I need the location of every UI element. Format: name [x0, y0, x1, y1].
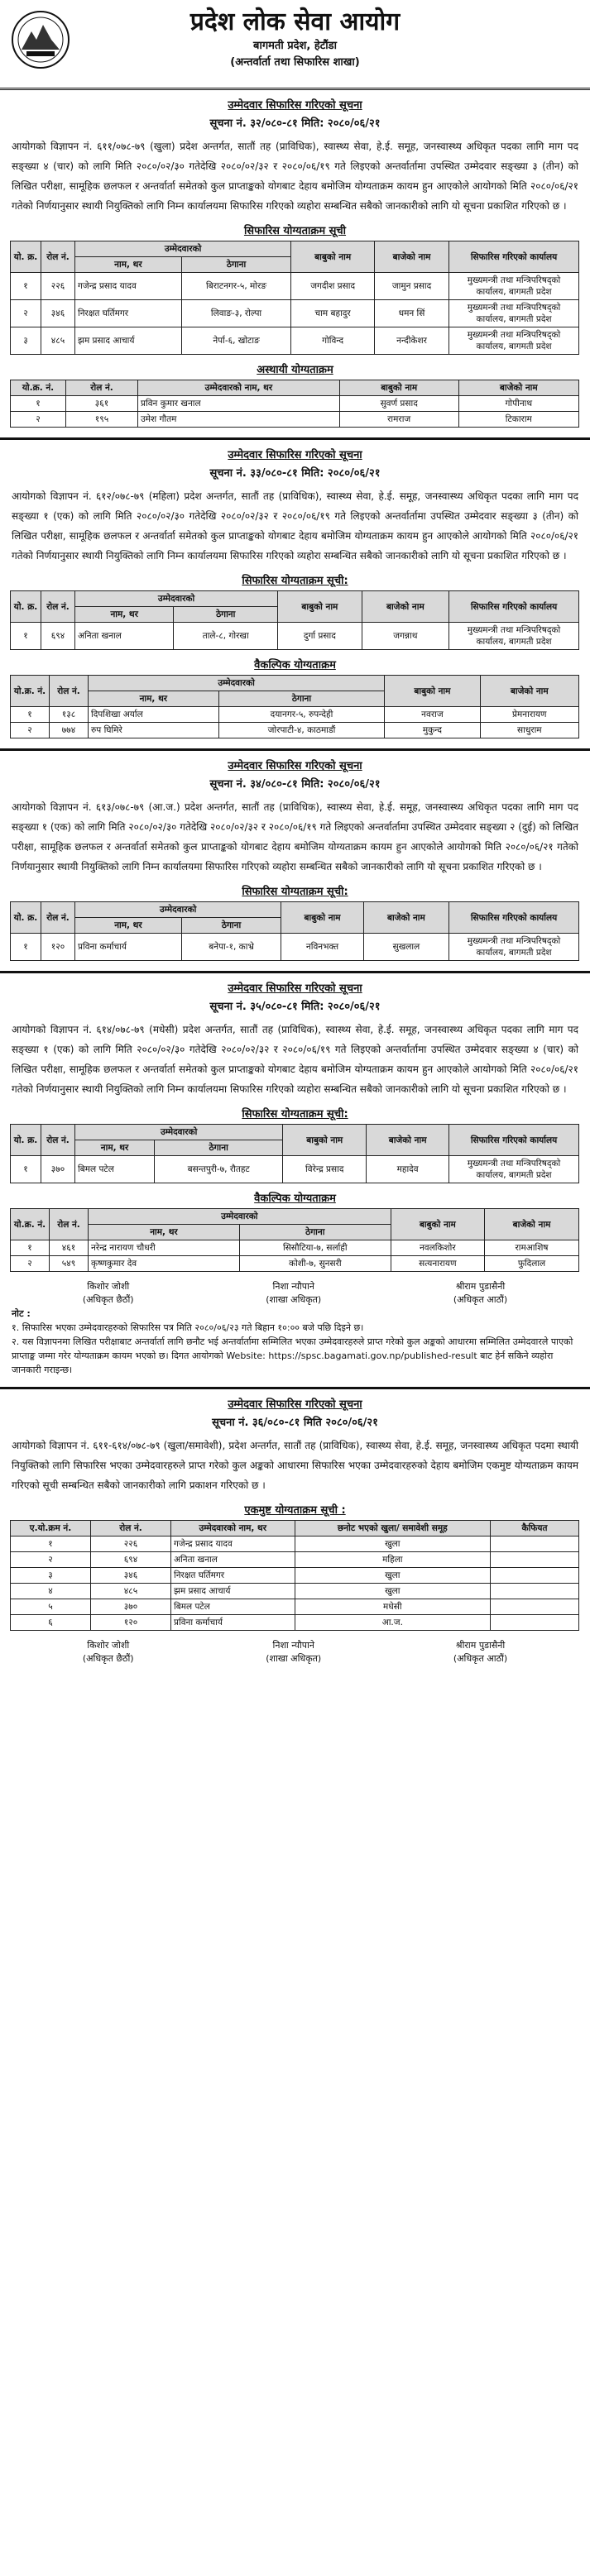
table-cell: मधेसी — [295, 1599, 490, 1615]
notice-ref: सूचना नं. ३६/०८०-८१ मिति २०८०/०६/२१ — [212, 1417, 378, 1429]
table-cell: गोविन्द — [291, 327, 375, 355]
signature-block — [0, 1280, 590, 1307]
table-cell: ७७४ — [50, 723, 89, 738]
table-cell: २ — [11, 300, 41, 327]
table-cell: मुख्यमन्त्री तथा मन्त्रिपरिषद्को कार्यालय, बागमती प्रदेश — [449, 300, 579, 327]
signatory-role: (शाखा अधिकृत) — [266, 1653, 322, 1664]
table-row — [11, 1568, 579, 1584]
col-roll: रोल नं. — [50, 676, 89, 707]
notice-title: उम्मेदवार सिफारिस गरिएको सूचना — [228, 982, 362, 995]
table-cell: २२६ — [91, 1537, 171, 1552]
table-row — [11, 1599, 579, 1615]
signature — [453, 1639, 507, 1666]
table-cell: झम प्रसाद आचार्य — [75, 327, 182, 355]
table-cell: कोशी-७, सुनसरी — [239, 1256, 391, 1272]
col-grandfather: बाजेको नाम — [485, 1209, 579, 1240]
table-cell: ३ — [11, 1568, 91, 1584]
col-roll: रोल नं. — [50, 1209, 89, 1240]
table-cell — [491, 1537, 579, 1552]
table-cell: १ — [11, 623, 41, 650]
signatory-role: (अधिकृत छैठौं) — [82, 1294, 134, 1305]
table-cell: जगदीश प्रसाद — [291, 273, 375, 300]
table-cell: बिराटनगर-५, मोरङ — [181, 273, 290, 300]
table-title: सिफारिस योग्यताक्रम सूची — [243, 225, 347, 237]
table-cell: लिवाङ-३, रोल्पा — [181, 300, 290, 327]
table-cell — [491, 1568, 579, 1584]
table-row — [11, 723, 579, 738]
col-father: बाबुको नाम — [283, 1125, 367, 1156]
table-row — [11, 623, 579, 650]
table-cell: खुला — [295, 1568, 490, 1584]
notice-3 — [0, 758, 590, 973]
table-row — [11, 300, 579, 327]
table-cell: आ.ज. — [295, 1615, 490, 1631]
signatory-name: निशा न्यौपाने — [272, 1640, 314, 1651]
table-cell: नरेन्द्र नारायण चौधरी — [89, 1240, 240, 1256]
signatory-name: किशोर जोशी — [87, 1640, 130, 1651]
table-cell: २ — [11, 412, 66, 428]
notice-title: उम्मेदवार सिफारिस गरिएको सूचना — [228, 1398, 362, 1411]
table-cell: सत्यनारायण — [391, 1256, 484, 1272]
note-item: १. सिफारिस भएका उम्मेदवारहरुको सिफारिस पत्र मिति २०८०/०६/२३ गते बिहान १०:०० बजे पछि दिइने छ। — [12, 1322, 364, 1333]
table-cell: महादेव — [367, 1156, 449, 1183]
table-cell: मुख्यमन्त्री तथा मन्त्रिपरिषद्को कार्यालय, बागमती प्रदेश — [449, 623, 579, 650]
alt-table-title: वैकल्पिक योग्यताक्रम — [254, 1192, 336, 1205]
table-cell: मुख्यमन्त्री तथा मन्त्रिपरिषद्को कार्यालय, बागमती प्रदेश — [449, 934, 579, 961]
org-title: प्रदेश लोक सेवा आयोग — [189, 7, 401, 36]
signatory-role: (अधिकृत आठौं) — [453, 1294, 508, 1305]
col-sn: यो. क्र. — [11, 1125, 41, 1156]
table-cell: ४६१ — [50, 1240, 89, 1256]
org-location: बागमती प्रदेश, हेटौंडा — [253, 40, 337, 52]
table-cell: सिसौटिया-७, सर्लाही — [239, 1240, 391, 1256]
table-cell: ३ — [11, 327, 41, 355]
col-name: नाम, थर — [89, 1225, 240, 1240]
table-cell: १९५ — [66, 412, 138, 428]
table-row — [11, 1156, 579, 1183]
col-address: ठेगाना — [239, 1225, 391, 1240]
col-name: नाम, थर — [89, 691, 219, 707]
table-cell: १२० — [91, 1615, 171, 1631]
table-cell: नेर्पा-६, खोटाङ — [181, 327, 290, 355]
table-cell: २ — [11, 723, 50, 738]
col-address: ठेगाना — [181, 918, 281, 934]
table-cell: रामआशिष — [485, 1240, 579, 1256]
table-cell: १ — [11, 273, 41, 300]
table-title: सिफारिस योग्यताक्रम सूची: — [242, 886, 348, 898]
table-title: सिफारिस योग्यताक्रम सूची: — [242, 1108, 348, 1121]
table-cell: नवलकिशोर — [391, 1240, 484, 1256]
table-cell: खुला — [295, 1537, 490, 1552]
col-father: बाबुको नाम — [339, 380, 458, 396]
table-cell: ३६१ — [66, 396, 138, 412]
notice-paragraph: आयोगको विज्ञापन नं. ६१४/०७८-७९ (मधेसी) प्रदेश अन्तर्गत, सातौं तह (प्राविधिक), स्वास्थ्य सेवा, हे.ई. समूह, जनस्वास्थ्य अधिकृत पदका लागि माग पद सङ्ख्या १ (एक) को लागि मिति २०८०/०२/३० गतेदेखि २०८०/०२/३२ र २०८०/०६/१९ गते लिइएको अन्तर्वार्तामा उपस्थित उम्मेदवार सङ्ख्या ४ (चार) को लिखित परीक्षा, सामूहिक छलफल र अन्तर्वार्ता समेतको कुल प्राप्ताङ्कको योगबाट देहाय बमोजिम योग्यताक्रम कायम हुन आएकोले आयोगको मिति २०८०/०६/२१ गतेको निर्णयानुसार स्थायी नियुक्तिको लागि निम्न कार्यालयमा सिफारिस गरिएको व्यहोरा सम्बन्धित सबैको जानकारीको लागि यो सूचना प्रकाशित गरिएको छ । — [12, 1024, 578, 1095]
col-roll: रोल नं. — [41, 591, 75, 623]
table-cell: १ — [11, 1156, 41, 1183]
table-title: सिफारिस योग्यताक्रम सूची: — [242, 575, 348, 587]
signatory-role: (अधिकृत आठौं) — [453, 1653, 508, 1664]
notice-ref: सूचना नं. ३३/०८०-८१ मिति: २०८०/०६/२१ — [209, 467, 381, 480]
divider — [0, 748, 590, 751]
table-cell: बिमल पटेल — [171, 1599, 295, 1615]
col-candidate: उम्मेदवारको — [75, 1125, 283, 1140]
table-cell: जोरपाटी-४, काठमाडौं — [218, 723, 385, 738]
table-cell: प्रविना कर्माचार्य — [171, 1615, 295, 1631]
table-cell: ६ — [11, 1615, 91, 1631]
table-cell: मुख्यमन्त्री तथा मन्त्रिपरिषद्को कार्यालय, बागमती प्रदेश — [449, 327, 579, 355]
col-father: बाबुको नाम — [391, 1209, 484, 1240]
table-cell: धमन सिं — [375, 300, 449, 327]
alternate-table — [10, 380, 579, 428]
masthead — [0, 0, 590, 90]
col-office: सिफारिस गरिएको कार्यालय — [449, 902, 579, 934]
recommendation-table — [10, 241, 579, 355]
col-address: ठेगाना — [181, 257, 290, 273]
notice-ref: सूचना नं. ३२/०८०-८१ मिति: २०८०/०६/२१ — [209, 117, 381, 130]
col-father: बाबुको नाम — [291, 241, 375, 273]
col-remark: कैफियत — [491, 1521, 579, 1537]
divider — [0, 437, 590, 440]
signatory-name: किशोर जोशी — [87, 1281, 130, 1292]
col-name: नाम, थर — [75, 1140, 155, 1156]
table-cell: ३४६ — [91, 1568, 171, 1584]
table-cell — [491, 1615, 579, 1631]
table-cell: १ — [11, 934, 41, 961]
alt-table-title: वैकल्पिक योग्यताक्रम — [254, 659, 336, 671]
table-row — [11, 1584, 579, 1599]
divider — [0, 971, 590, 973]
signature-block — [0, 1639, 590, 1666]
notice-1 — [0, 97, 590, 440]
col-address: ठेगाना — [155, 1140, 283, 1156]
col-candidate: उम्मेदवारको — [89, 676, 385, 691]
table-cell: गजेन्द्र प्रसाद यादव — [75, 273, 182, 300]
table-cell: जगन्नाथ — [362, 623, 448, 650]
note-item: २. यस विज्ञापनमा लिखित परीक्षाबाट अन्तर्वार्ता लागि छनौट भई अन्तर्वार्तामा सम्मिलित भएका उम्मेदवारहरुले प्राप्त गरेको कुल अङ्कको आधारमा सम्मिलित उम्मेदवारले पाएको प्राप्ताङ्क जम्मा गरेर योग्यताक्रम कायम भएको छ। दिगत आयोगको Website: https://spsc.bagamati.gov.np/published-result बाट हेर्न सकिने व्यहोरा जानकारी गराइन्छ। — [12, 1336, 573, 1375]
table-cell: ४८५ — [91, 1584, 171, 1599]
col-roll: रोल नं. — [91, 1521, 171, 1537]
notice-4 — [0, 980, 590, 1389]
table-cell: २ — [11, 1256, 50, 1272]
alternate-table — [10, 675, 579, 738]
col-father: बाबुको नाम — [278, 591, 362, 623]
signature — [453, 1280, 507, 1307]
table-cell: प्रेमनारायण — [480, 707, 578, 723]
table-cell: नन्दीकेशर — [375, 327, 449, 355]
table-row — [11, 1256, 579, 1272]
table-row — [11, 273, 579, 300]
notice-paragraph: आयोगको विज्ञापन नं. ६१२/०७८-७९ (महिला) प्रदेश अन्तर्गत, सातौं तह (प्राविधिक), स्वास्थ्य सेवा, हे.ई. समूह, जनस्वास्थ्य अधिकृत पदका लागि माग पद सङ्ख्या १ (एक) को लागि मिति २०८०/०२/३० गतेदेखि २०८०/०२/३२ र २०८०/०६/१९ गते लिइएको अन्तर्वार्तामा उपस्थित उम्मेदवार सङ्ख्या ३ (तीन) को लिखित परीक्षा, सामूहिक छलफल र अन्तर्वार्ता समेतको कुल प्राप्ताङ्कको योगबाट देहाय बमोजिम योग्यताक्रम कायम हुन आएकोले आयोगको मिति २०८०/०६/२१ गतेको निर्णयानुसार स्थायी नियुक्तिको लागि निम्न कार्यालयमा सिफारिस गरिएको व्यहोरा सम्बन्धित सबैको जानकारीको लागि यो सूचना प्रकाशित गरिएको छ । — [12, 490, 578, 562]
table-cell: सुखलाल — [363, 934, 448, 961]
recommendation-table — [10, 901, 579, 961]
table-row — [11, 396, 579, 412]
table-row — [11, 412, 579, 428]
signature — [83, 1280, 134, 1307]
alt-table-title: अस्थायी योग्यताक्रम — [257, 364, 333, 376]
col-name: नाम, थर — [75, 257, 182, 273]
table-cell: ५४९ — [50, 1256, 89, 1272]
alternate-table — [10, 1208, 579, 1272]
table-cell: दिपशिखा अर्याल — [89, 707, 219, 723]
table-cell: ताले-८, गोरखा — [174, 623, 278, 650]
table-cell: प्रविना कर्माचार्य — [75, 934, 182, 961]
table-cell: १ — [11, 1537, 91, 1552]
table-cell: १ — [11, 1240, 50, 1256]
table-cell: ४८५ — [41, 327, 75, 355]
col-father: बाबुको नाम — [281, 902, 364, 934]
col-sn: यो. क्र. — [11, 902, 41, 934]
table-row — [11, 1240, 579, 1256]
table-cell: अनिता खनाल — [75, 623, 174, 650]
table-cell: नविनभक्त — [281, 934, 364, 961]
bulk-ranking-table — [10, 1520, 579, 1631]
col-sn: यो.क्र. नं. — [11, 676, 50, 707]
recommendation-table — [10, 590, 579, 650]
table-cell: गोपीनाथ — [458, 396, 578, 412]
table-cell: २ — [11, 1552, 91, 1568]
notice-paragraph: आयोगको विज्ञापन नं. ६१३/०७८-७९ (आ.ज.) प्रदेश अन्तर्गत, सातौं तह (प्राविधिक), स्वास्थ्य सेवा, हे.ई. समूह, जनस्वास्थ्य अधिकृत पदका लागि माग पद सङ्ख्या १ (एक) को लागि मिति २०८०/०२/३० गतेदेखि २०८०/०२/३२ र २०८०/०६/१९ गते लिइएको अन्तर्वार्तामा उपस्थित उम्मेदवार सङ्ख्या २ (दुई) को लिखित परीक्षा, सामूहिक छलफल र अन्तर्वार्ता समेतको कुल प्राप्ताङ्कको योगबाट देहाय बमोजिम योग्यताक्रम कायम हुन आएकोले आयोगको मिति २०८०/०६/२१ गतेको निर्णयानुसार स्थायी नियुक्तिको लागि निम्न कार्यालयमा सिफारिस गरिएको व्यहोरा सम्बन्धित सबैको जानकारीको लागि यो सूचना प्रकाशित गरिएको छ । — [12, 801, 578, 872]
table-row — [11, 707, 579, 723]
table-cell — [491, 1599, 579, 1615]
col-candidate: उम्मेदवारको — [75, 241, 291, 257]
table-cell: ४ — [11, 1584, 91, 1599]
col-grandfather: बाजेको नाम — [367, 1125, 449, 1156]
notes — [0, 1307, 590, 1377]
col-grandfather: बाजेको नाम — [375, 241, 449, 273]
table-cell: ३७० — [91, 1599, 171, 1615]
col-name: उम्मेदवारको नाम, थर — [138, 380, 340, 396]
table-cell: खुला — [295, 1584, 490, 1599]
table-row — [11, 1552, 579, 1568]
table-cell: बसन्तपुरी-७, रौतहट — [155, 1156, 283, 1183]
table-row — [11, 327, 579, 355]
table-cell: जामुन प्रसाद — [375, 273, 449, 300]
table-cell — [491, 1584, 579, 1599]
notice-paragraph: आयोगको विज्ञापन नं. ६११/०७८-७९ (खुला) प्रदेश अन्तर्गत, सातौं तह (प्राविधिक), स्वास्थ्य सेवा, हे.ई. समूह, जनस्वास्थ्य अधिकृत पदका लागि माग पद सङ्ख्या ४ (चार) को लागि मिति २०८०/०२/३० गतेदेखि २०८०/०२/३२ र २०८०/०६/१९ गते लिइएको अन्तर्वार्तामा उपस्थित उम्मेदवार सङ्ख्या ३ (तीन) को लिखित परीक्षा, सामूहिक छलफल र अन्तर्वार्ता समेतको कुल प्राप्ताङ्कको योगबाट देहाय बमोजिम योग्यताक्रम कायम हुन आएकोले आयोगको मिति २०८०/०६/२१ गतेको निर्णयानुसार स्थायी नियुक्तिको लागि निम्न कार्यालयमा सिफारिस गरिएको व्यहोरा सम्बन्धित सबैको जानकारीको लागि यो सूचना प्रकाशित गरिएको छ । — [12, 141, 578, 212]
table-cell: उमेश गौतम — [138, 412, 340, 428]
table-cell: ५ — [11, 1599, 91, 1615]
notice-title: उम्मेदवार सिफारिस गरिएको सूचना — [228, 449, 362, 461]
notice-2 — [0, 447, 590, 751]
col-grandfather: बाजेको नाम — [362, 591, 448, 623]
table-title: एकमुष्ट योग्यताक्रम सूची : — [244, 1504, 346, 1517]
table-cell: ६९४ — [91, 1552, 171, 1568]
col-sn: ए.यो.क्रम नं. — [11, 1521, 91, 1537]
col-address: ठेगाना — [174, 607, 278, 623]
notice-title: उम्मेदवार सिफारिस गरिएको सूचना — [228, 99, 362, 112]
table-cell: कृष्णकुमार देव — [89, 1256, 240, 1272]
table-cell: १२० — [41, 934, 75, 961]
table-cell: गजेन्द्र प्रसाद यादव — [171, 1537, 295, 1552]
table-row — [11, 1537, 579, 1552]
col-sn: यो. क्र. — [11, 591, 41, 623]
notice-5 — [0, 1396, 590, 1666]
signatory-name: श्रीराम पुडासैनी — [455, 1640, 506, 1651]
table-cell: अनिता खनाल — [171, 1552, 295, 1568]
col-roll: रोल नं. — [66, 380, 138, 396]
signature — [83, 1639, 134, 1666]
col-name: नाम, थर — [75, 607, 174, 623]
col-candidate: उम्मेदवारको — [89, 1209, 391, 1225]
signature — [266, 1280, 321, 1307]
col-grandfather: बाजेको नाम — [458, 380, 578, 396]
table-cell: प्रविन कुमार खनाल — [138, 396, 340, 412]
col-grandfather: बाजेको नाम — [363, 902, 448, 934]
table-cell: मुख्यमन्त्री तथा मन्त्रिपरिषद्को कार्यालय, बागमती प्रदेश — [449, 273, 579, 300]
col-candidate: उम्मेदवारको — [75, 902, 281, 918]
signatory-name: श्रीराम पुडासैनी — [455, 1281, 506, 1292]
table-cell: रुप घिमिरे — [89, 723, 219, 738]
table-cell: साधुराम — [480, 723, 578, 738]
table-cell: निरक्षत घर्तिमगर — [171, 1568, 295, 1584]
col-father: बाबुको नाम — [385, 676, 480, 707]
col-roll: रोल नं. — [41, 241, 75, 273]
recommendation-table — [10, 1124, 579, 1183]
table-cell: ३७० — [41, 1156, 75, 1183]
col-grandfather: बाजेको नाम — [480, 676, 578, 707]
table-cell — [491, 1552, 579, 1568]
signature — [266, 1639, 321, 1666]
signatory-name: निशा न्यौपाने — [272, 1281, 314, 1292]
table-cell: झम प्रसाद आचार्य — [171, 1584, 295, 1599]
signatory-role: (शाखा अधिकृत) — [266, 1294, 322, 1305]
table-cell: २२६ — [41, 273, 75, 300]
col-sn: यो. क्र. — [11, 241, 41, 273]
notice-ref: सूचना नं. ३५/०८०-८१ मिति: २०८०/०६/२१ — [209, 1001, 381, 1013]
col-office: सिफारिस गरिएको कार्यालय — [449, 591, 579, 623]
table-cell: दुर्गा प्रसाद — [278, 623, 362, 650]
table-cell: फुदिलाल — [485, 1256, 579, 1272]
col-sn: यो.क्र. नं. — [11, 380, 66, 396]
col-sn: यो.क्र. नं. — [11, 1209, 50, 1240]
table-row — [11, 934, 579, 961]
table-cell: निरक्षत घर्तिमगर — [75, 300, 182, 327]
org-branch: (अन्तर्वार्ता तथा सिफारिस शाखा) — [230, 56, 360, 69]
table-cell: मुकुन्द — [385, 723, 480, 738]
divider — [0, 1387, 590, 1389]
table-cell: मुख्यमन्त्री तथा मन्त्रिपरिषद्को कार्यालय, बागमती प्रदेश — [449, 1156, 579, 1183]
col-name: नाम, थर — [75, 918, 182, 934]
table-cell: १ — [11, 707, 50, 723]
notes-label: नोट : — [12, 1308, 31, 1319]
table-cell: ६९४ — [41, 623, 75, 650]
col-roll: रोल नं. — [41, 1125, 75, 1156]
table-cell: दयानगर-५, रुपन्देही — [218, 707, 385, 723]
col-group: छनोट भएको खुला/ समावेशी समूह — [295, 1521, 490, 1537]
table-cell: विरेन्द्र प्रसाद — [283, 1156, 367, 1183]
col-address: ठेगाना — [218, 691, 385, 707]
table-cell: नवराज — [385, 707, 480, 723]
table-cell: १३८ — [50, 707, 89, 723]
table-cell: बिमल पटेल — [75, 1156, 155, 1183]
table-cell: सुवर्ण प्रसाद — [339, 396, 458, 412]
notice-paragraph: आयोगको विज्ञापन नं. ६११-६१४/०७८-७९ (खुला/समावेशी), प्रदेश अन्तर्गत, सातौं तह (प्राविधिक), स्वास्थ्य सेवा, हे.ई. समूह, जनस्वास्थ्य अधिकृत पदमा स्थायी नियुक्तिको लागि सिफारिस भएका उम्मेदवारहरुले प्राप्त गरेको कुल अङ्कको आधारमा सिफारिस भएका उम्मेदवारहरुको देहाय बमोजिम एकमुष्ट योग्यताक्रम कायम गरिएको सूची सम्बन्धित सबैको जानकारीको लागि प्रकाशन गरिएको छ । — [12, 1440, 578, 1491]
table-cell: महिला — [295, 1552, 490, 1568]
col-roll: रोल नं. — [41, 902, 75, 934]
notice-ref: सूचना नं. ३४/०८०-८१ मिति: २०८०/०६/२१ — [209, 778, 381, 791]
table-cell: चाम बहादुर — [291, 300, 375, 327]
table-cell: रामराज — [339, 412, 458, 428]
signatory-role: (अधिकृत छैठौं) — [82, 1653, 134, 1664]
table-cell: १ — [11, 396, 66, 412]
notice-title: उम्मेदवार सिफारिस गरिएको सूचना — [228, 760, 362, 772]
col-office: सिफारिस गरिएको कार्यालय — [449, 241, 579, 273]
table-cell: बनेपा-१, काभ्रे — [181, 934, 281, 961]
col-office: सिफारिस गरिएको कार्यालय — [449, 1125, 579, 1156]
col-name: उम्मेदवारको नाम, थर — [171, 1521, 295, 1537]
table-cell: टिकाराम — [458, 412, 578, 428]
col-candidate: उम्मेदवारको — [75, 591, 278, 607]
table-cell: ३४६ — [41, 300, 75, 327]
table-row — [11, 1615, 579, 1631]
